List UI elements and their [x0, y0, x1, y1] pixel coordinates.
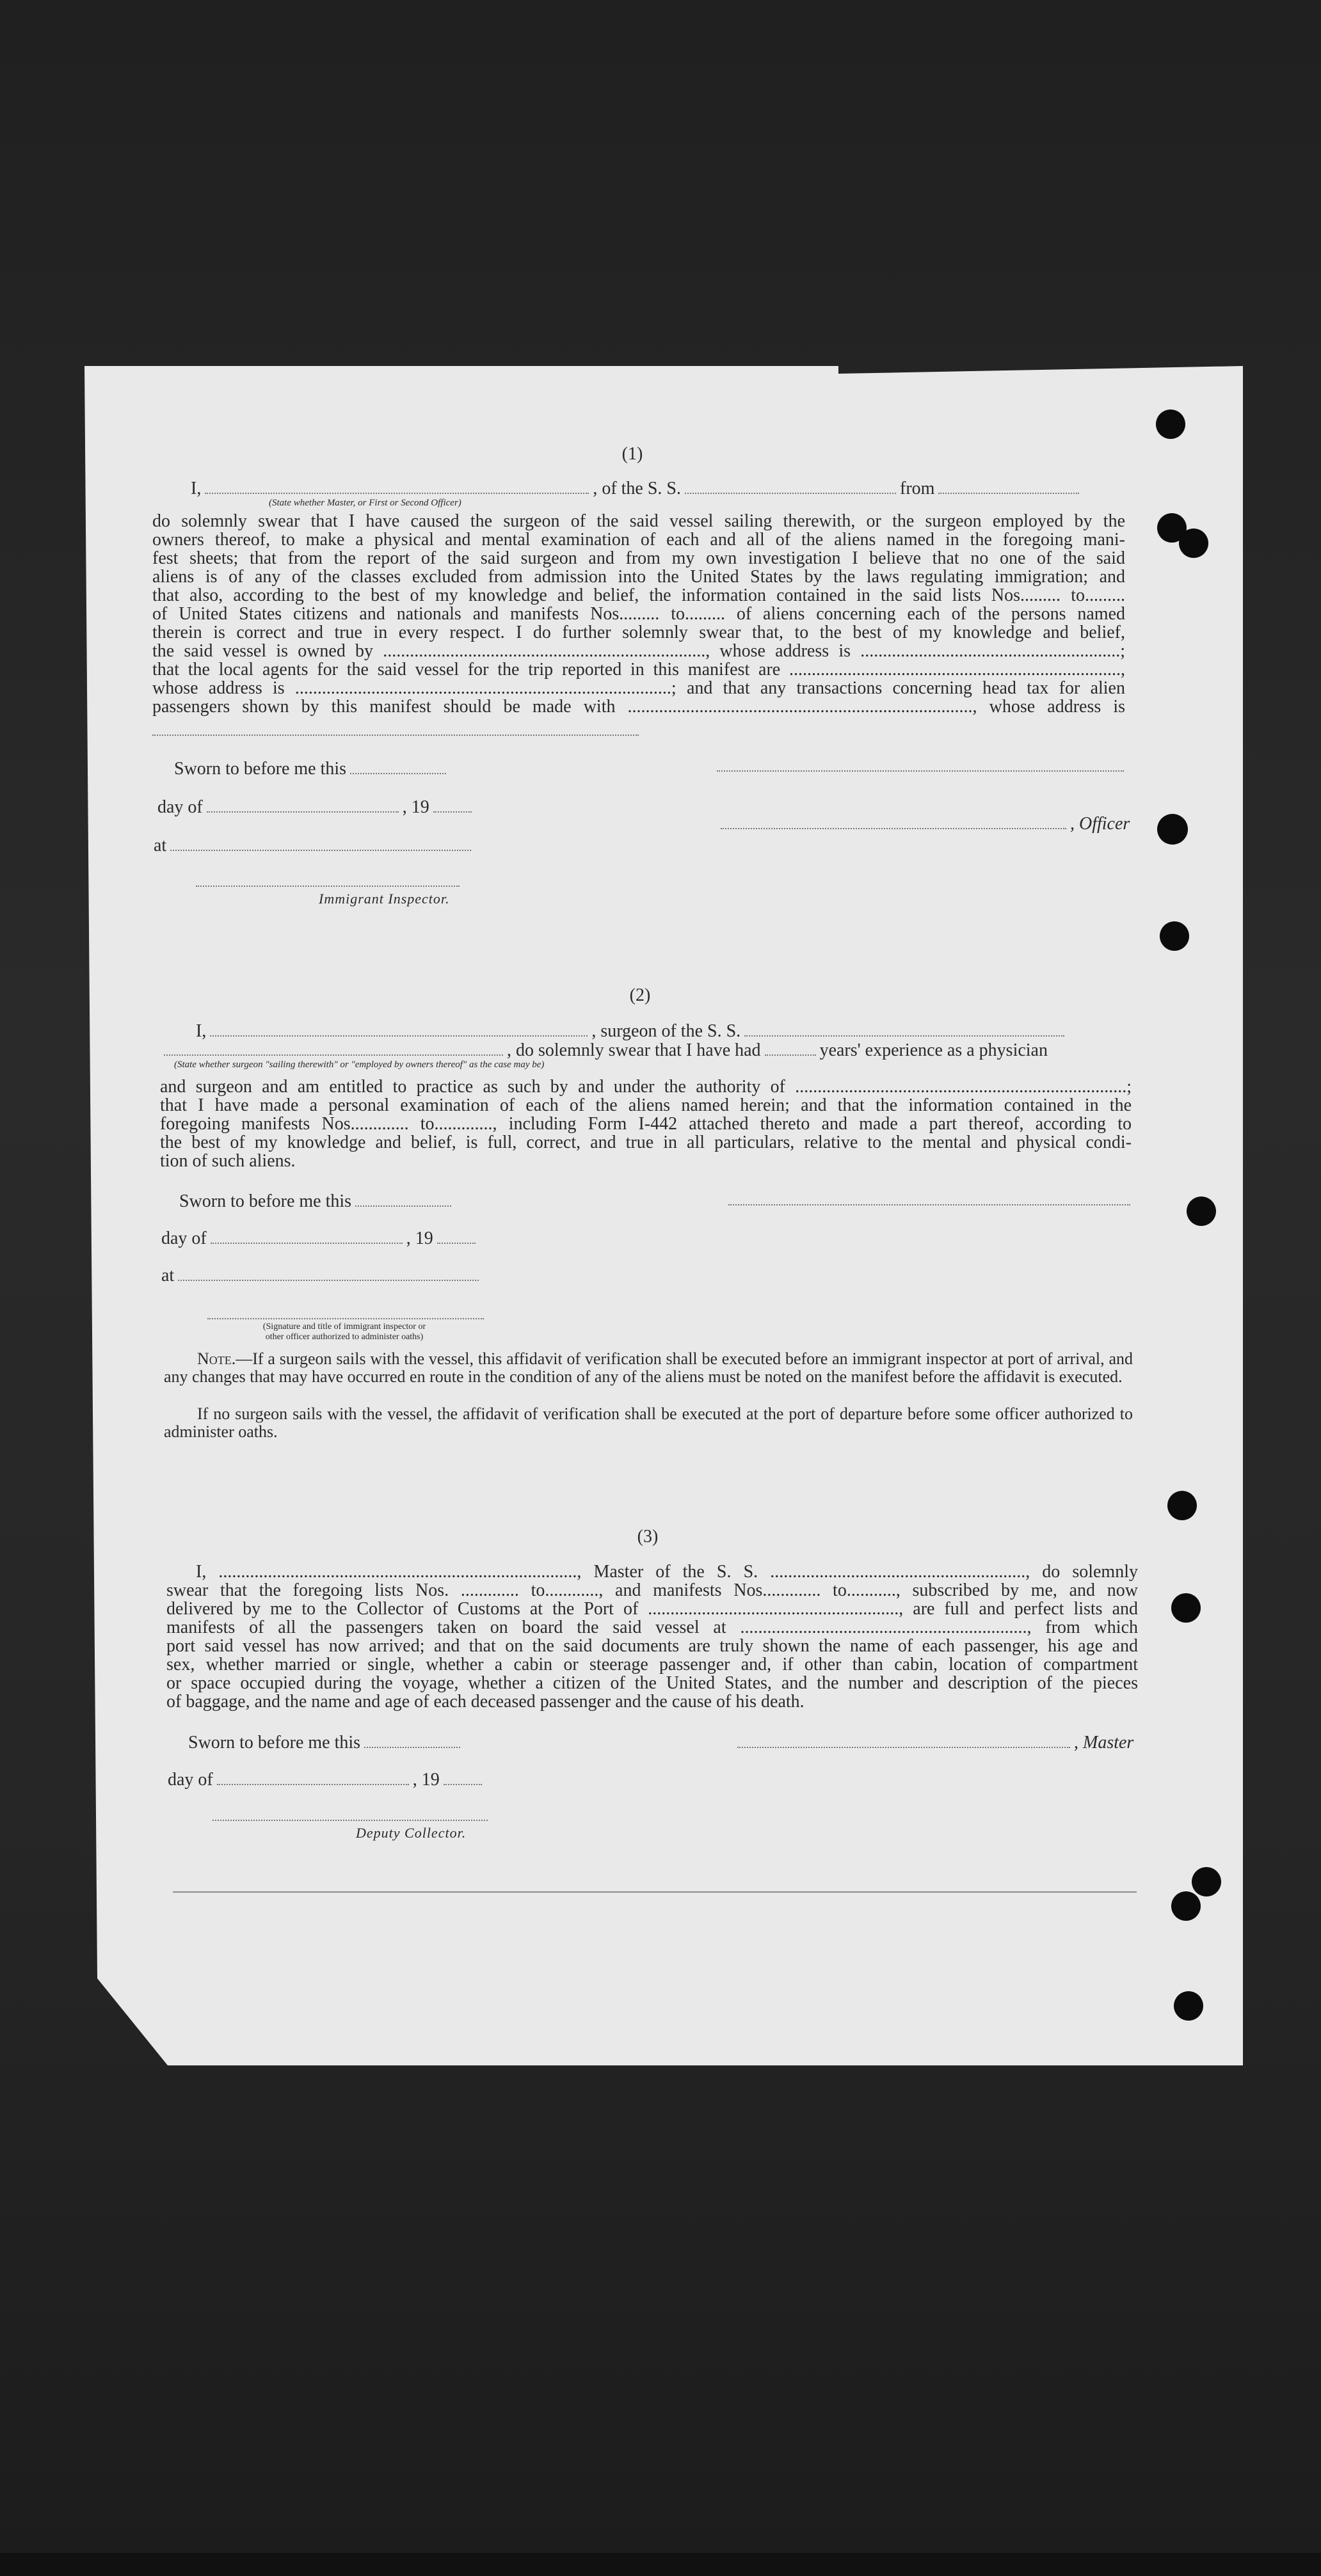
day-label: day of — [168, 1770, 213, 1790]
sworn-blank — [364, 1746, 460, 1748]
paragraph-line: therein is correct and true in every respect. I do further solemnly swear that, to the best of my knowledge and belief, — [152, 623, 1125, 642]
paragraph-line: port said vessel has now arrived; and that on the said documents are truly shown the name of each passenger, his age and — [166, 1636, 1138, 1656]
paragraph-line: manifests of all the passengers taken on board the said vessel at ................................................................, from which — [166, 1618, 1138, 1637]
year-blank — [437, 1242, 476, 1244]
swear-label: , do solemnly swear that I have had — [507, 1040, 761, 1060]
at-label: at — [154, 836, 167, 855]
punch-hole — [1160, 921, 1189, 951]
section-3-number: (3) — [637, 1527, 659, 1546]
experience-label: years' experience as a physician — [819, 1040, 1048, 1060]
punch-hole — [1179, 529, 1208, 558]
year-label: , 19 — [406, 1228, 433, 1248]
vessel-label: , of the S. S. — [593, 479, 682, 498]
punch-hole — [1156, 409, 1185, 439]
at-blank — [170, 849, 471, 851]
caption-line: (Signature and title of immigrant inspector or — [262, 1322, 426, 1332]
from-blank — [938, 492, 1079, 494]
master-line — [733, 1733, 1133, 1753]
year-label: , 19 — [412, 1770, 440, 1790]
paragraph-line: the best of my knowledge and belief, is full, correct, and true in all particulars, relative to the mental and physical condi- — [160, 1133, 1132, 1152]
inspector-signature-line — [196, 886, 460, 887]
day-blank — [211, 1242, 403, 1244]
paragraph-line: passengers shown by this manifest should be made with ............................................................................., whose address is — [152, 697, 1125, 717]
note-paragraph-2: If no surgeon sails with the vessel, the affidavit of verification shall be executed at the port of departure before some officer authorized to administer oaths. — [164, 1404, 1133, 1441]
at-blank — [178, 1279, 479, 1281]
section-2-paragraph — [160, 1077, 1132, 1170]
from-label: from — [900, 479, 935, 498]
paragraph-line: sex, whether married or single, whether a cabin or steerage passenger and, if other than cabin, location of compartment — [166, 1655, 1138, 1674]
punch-hole — [1192, 1867, 1221, 1896]
section-2-line-2 — [160, 1040, 1048, 1061]
paragraph-line: do solemnly swear that I have caused the surgeon of the said vessel sailing therewith, or the surgeon employed by the — [152, 511, 1125, 531]
punch-hole — [1187, 1197, 1216, 1226]
signature-blank — [717, 770, 1124, 772]
day-blank — [207, 811, 399, 813]
sworn-blank — [350, 772, 446, 774]
officer-line — [717, 814, 1130, 834]
section-1-number: (1) — [621, 444, 643, 464]
section-2-hint: (State whether surgeon "sailing therewith" or "employed by owners thereof" as the case may be) — [174, 1060, 545, 1070]
paragraph-line: whose address is ....................................................................................; and that any transactions concerning head tax for alien — [152, 678, 1125, 698]
vessel-blank — [744, 1035, 1064, 1037]
signature-blank — [728, 1204, 1130, 1205]
note-label: Note. — [197, 1349, 236, 1368]
deputy-signature-line — [212, 1820, 488, 1821]
paragraph-line: aliens is of any of the classes excluded from admission into the United States by the laws regulating immigration; and — [152, 567, 1125, 587]
officer-label: , Officer — [1070, 814, 1130, 834]
paragraph-line: tion of such aliens. — [160, 1151, 296, 1171]
inspector-label: Immigrant Inspector. — [319, 891, 450, 907]
paragraph-line: fest sheets; that from the report of the said surgeon and from my own investigation I believe that no one of the said — [152, 548, 1125, 568]
oath-i-label: I, — [196, 1021, 207, 1041]
punch-hole — [1157, 814, 1188, 845]
official-signature-line — [207, 1318, 484, 1319]
official-signature-caption — [216, 1322, 472, 1342]
at-line-1 — [154, 836, 475, 856]
punch-hole — [1167, 1491, 1197, 1520]
deputy-label: Deputy Collector. — [356, 1825, 467, 1841]
continuation-blank — [152, 735, 639, 736]
sworn-blank — [355, 1205, 451, 1207]
oath-i-label: I, — [191, 479, 202, 498]
year-label: , 19 — [402, 797, 429, 817]
sworn-label: Sworn to before me this — [188, 1733, 361, 1753]
paragraph-line: the said vessel is owned by ........................................................................, whose address is ..........................................................; — [152, 641, 1125, 661]
scan-bottom-edge — [0, 2553, 1321, 2576]
section-2-line-1 — [196, 1021, 1068, 1042]
at-label: at — [161, 1266, 175, 1285]
capacity-blank — [164, 1054, 503, 1056]
section-3-paragraph — [166, 1562, 1138, 1711]
section-1-line-1 — [191, 479, 1083, 499]
master-blank — [737, 1746, 1070, 1748]
sworn-line-1 — [174, 759, 450, 779]
paragraph-line: that I have made a personal examination of each of the aliens named herein; and that the information contained in the — [160, 1095, 1132, 1115]
section-1-hint: (State whether Master, or First or Second Officer) — [269, 498, 461, 508]
paragraph-line: of United States citizens and nationals and manifests Nos......... to......... of aliens concerning each of the persons named — [152, 604, 1125, 624]
sworn-label: Sworn to before me this — [179, 1191, 352, 1211]
sworn-label: Sworn to before me this — [174, 759, 347, 779]
paragraph-line: that the local agents for the said vessel for the trip reported in this manifest are .........................................................................., — [152, 660, 1125, 680]
paragraph-line: that also, according to the best of my knowledge and belief, the information contained in the said lists Nos......... to......... — [152, 585, 1125, 605]
paragraph-line: owners thereof, to make a physical and mental examination of each and all of the aliens named in the foregoing mani- — [152, 530, 1125, 550]
section-2-number: (2) — [629, 985, 651, 1005]
paragraph-line: delivered by me to the Collector of Customs at the Port of ........................................................, are full and perfect lists and — [166, 1599, 1138, 1619]
at-line-2 — [161, 1266, 483, 1286]
name-blank — [205, 492, 589, 494]
year-blank — [444, 1783, 482, 1785]
name-blank — [210, 1035, 588, 1037]
bottom-rule — [173, 1891, 1137, 1893]
note-paragraph — [164, 1350, 1133, 1386]
paragraph-line: foregoing manifests Nos............. to............., including Form I-442 attached thereto and made a part thereof, according to — [160, 1114, 1132, 1134]
punch-hole — [1171, 1891, 1201, 1921]
punch-hole — [1171, 1593, 1201, 1623]
officer-blank — [721, 827, 1066, 829]
day-label: day of — [161, 1228, 207, 1248]
sworn-line-2 — [179, 1191, 455, 1212]
day-line-3 — [168, 1770, 486, 1790]
day-line-1 — [157, 797, 476, 818]
years-blank — [765, 1054, 816, 1056]
sworn-line-3 — [188, 1733, 464, 1753]
caption-line: other officer authorized to administer oaths) — [265, 1332, 424, 1342]
day-line-2 — [161, 1228, 479, 1249]
paragraph-line: swear that the foregoing lists Nos. ............. to............, and manifests Nos............. to..........., subscribed by me, and now — [166, 1580, 1138, 1600]
vessel-blank — [685, 492, 896, 494]
master-label: , Master — [1074, 1733, 1134, 1753]
paragraph-line: of baggage, and the name and age of each deceased passenger and the cause of his death. — [166, 1692, 805, 1712]
punch-hole — [1174, 1991, 1203, 2021]
year-blank — [433, 811, 472, 813]
surgeon-label: , surgeon of the S. S. — [591, 1021, 741, 1041]
paragraph-line: or space occupied during the voyage, whether a citizen of the United States, and the number and description of the pieces — [166, 1673, 1138, 1693]
section-1-paragraph — [152, 512, 1125, 716]
day-blank — [217, 1783, 409, 1785]
note-text: —If a surgeon sails with the vessel, this affidavit of verification shall be executed before an immigrant inspector at port of arrival, and any changes that may have occurred en route in the condition of any of the aliens must be noted on the manifest before the affidavit is executed. — [164, 1349, 1133, 1386]
paragraph-line: and surgeon and am entitled to practice as such by and under the authority of ..........................................................................; — [160, 1077, 1132, 1097]
day-label: day of — [157, 797, 203, 817]
paragraph-line: I, ................................................................................, Master of the S. S. ........................................................., do solemnly — [196, 1562, 1138, 1582]
